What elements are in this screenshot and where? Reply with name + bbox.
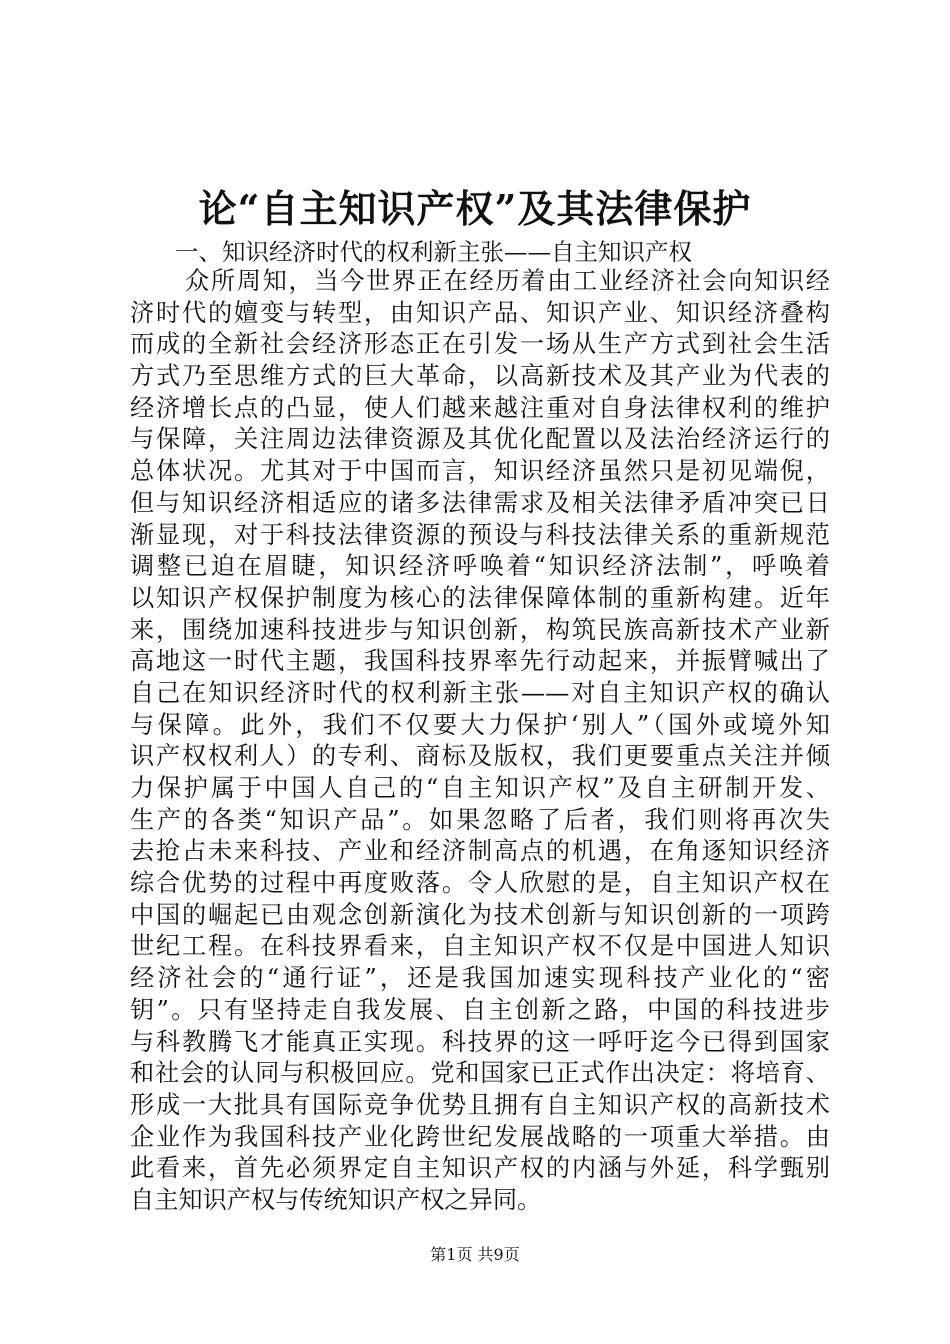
paragraph-line: 来，围绕加速科技进步与知识创新，构筑民族高新技术产业新 [130,615,830,644]
paragraph-line: 但与知识经济相适应的诸多法律需求及相关法律矛盾冲突已日 [130,488,830,517]
body-paragraph [130,266,830,1217]
paragraph-line: 高地这一时代主题，我国科技界率先行动起来，并振臂喊出了 [130,647,830,676]
paragraph-line: 识产权权利人）的专利、商标及版权，我们更要重点关注并倾 [130,742,830,771]
paragraph-line: 生产的各类“知识产品”。如果忽略了后者，我们则将再次失 [130,805,830,834]
page-footer: 第1页 共9页 [430,1245,520,1264]
paragraph-line: 此看来，首先必须界定自主知识产权的内涵与外延，科学甄别 [130,1154,830,1183]
paragraph-line: 调整已迫在眉睫，知识经济呼唤着“知识经济法制”，呼唤着 [130,552,830,581]
paragraph-line: 和社会的认同与积极回应。党和国家已正式作出决定：将培育、 [130,1059,830,1088]
paragraph-line: 总体状况。尤其对于中国而言，知识经济虽然只是初见端倪， [130,457,830,486]
paragraph-line: 渐显现，对于科技法律资源的预设与科技法律关系的重新规范 [130,520,830,549]
paragraph-line: 众所周知，当今世界正在经历着由工业经济社会向知识经 [185,267,830,295]
paragraph-line: 与科教腾飞才能真正实现。科技界的这一呼吁迄今已得到国家 [130,1027,830,1056]
paragraph-line: 世纪工程。在科技界看来，自主知识产权不仅是中国进人知识 [130,932,830,961]
paragraph-line: 经济社会的“通行证”，还是我国加速实现科技产业化的“密 [130,964,830,993]
paragraph-line: 钥”。只有坚持走自我发展、自主创新之路，中国的科技进步 [130,995,830,1024]
paragraph-line: 济时代的嬗变与转型，由知识产品、知识产业、知识经济叠构 [130,298,830,327]
paragraph-line: 与保障。此外，我们不仅要大力保护‘别人”（国外或境外知 [130,710,830,739]
paragraph-line: 力保护属于中国人自己的“自主知识产权”及自主研制开发、 [130,774,830,802]
paragraph-line: 而成的全新社会经济形态正在引发一场从生产方式到社会生活 [130,330,830,359]
paragraph-line: 方式乃至思维方式的巨大革命，以高新技术及其产业为代表的 [130,362,830,391]
paragraph-line: 形成一大批具有国际竞争优势且拥有自主知识产权的高新技术 [130,1090,830,1119]
paragraph-line: 自己在知识经济时代的权利新主张——对自主知识产权的确认 [130,678,830,707]
paragraph-line: 以知识产权保护制度为核心的法律保障体制的重新构建。近年 [130,583,830,612]
paragraph-line: 综合优势的过程中再度败落。令人欣慰的是，自主知识产权在 [130,869,830,898]
paragraph-line: 中国的崛起已由观念创新演化为技术创新与知识创新的一项跨 [130,900,830,929]
paragraph-line: 去抢占未来科技、产业和经济制高点的机遇，在角逐知识经济 [130,837,830,866]
paragraph-line: 与保障，关注周边法律资源及其优化配置以及法治经济运行的 [130,425,830,454]
paragraph-line: 经济增长点的凸显，使人们越来越注重对自身法律权利的维护 [130,393,830,422]
section-heading: 一、知识经济时代的权利新主张——自主知识产权 [175,238,692,266]
document-title: 论“自主知识产权”及其法律保护 [198,186,752,231]
paragraph-line: 企业作为我国科技产业化跨世纪发展战略的一项重大举措。由 [130,1122,830,1151]
paragraph-line: 自主知识产权与传统知识产权之异同。 [130,1185,542,1214]
